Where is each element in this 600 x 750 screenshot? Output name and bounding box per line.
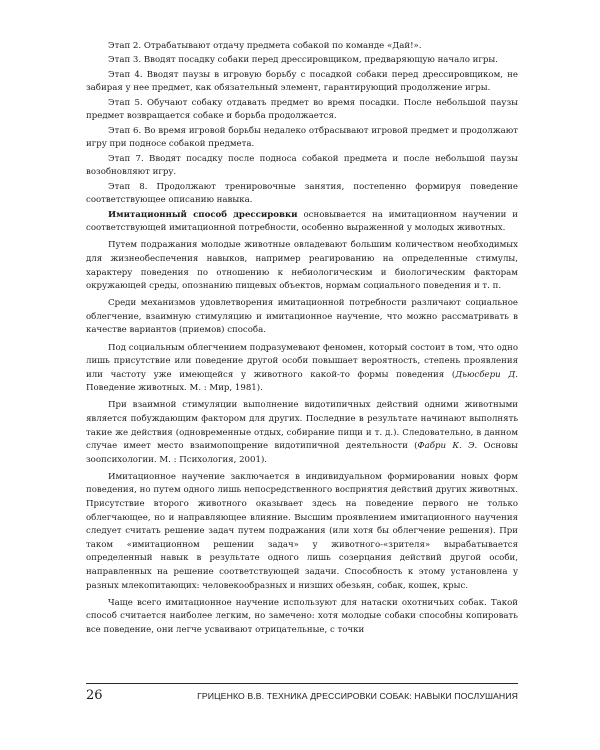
citation-fabri: Основы зоопсихологии. М. : Психология, 2001). (86, 441, 518, 465)
stage-7-paragraph: Этап 7. Вводят посадку после подноса собакой предмета и после небольшой паузы возобновляют игру. (86, 153, 518, 178)
page-number: 26 (86, 688, 103, 703)
body-text (86, 40, 518, 638)
stage-6-paragraph: Этап 6. Во время игровой борьбы недалеко отбрасывают игровой предмет и продолжают игру при подносе собакой предмета. (86, 125, 518, 150)
citation-dewsbury: Поведение животных. М. : Мир, 1981). (86, 383, 263, 394)
social-facilitation-text: Под социальным облегчением подразумевают феномен, который состоит в том, что одно лишь присутствие или поведение другой особи повышает вероятность, степень проявления или частоту уже имеющейся у животного какой-то формы поведения ( (86, 342, 518, 380)
stage-2-paragraph: Этап 2. Отрабатывают отдачу предмета собакой по команде «Дай!». (108, 41, 422, 51)
running-title: ГРИЦЕНКО В.В. ТЕХНИКА ДРЕССИРОВКИ СОБАК: НАВЫКИ ПОСЛУШАНИЯ (197, 691, 518, 701)
mechanisms-paragraph: Среди механизмов удовлетворения имитационной потребности различают социальное облегчение, взаимную стимуляцию и имитационное научение, что можно рассматривать в качестве вариантов (приемов) способа. (86, 298, 518, 336)
imitation-learning-paragraph: Путем подражания молодые животные овладевают большим количеством необходимых для жизнеобеспечения навыков, например реагированию на определенные стимулы, характеру поведения по отношению к небиологическим и биологическим факторам окружающей среды, опознанию пищевых объектов, нормам социального поведения и т. п. (86, 240, 518, 292)
imitation-method-text: основывается на имитационном научении и соответствующей имитационной потребности, особенно выраженной у молодых животных. (86, 209, 518, 234)
stage-8-paragraph: Этап 8. Продолжают тренировочные занятия, постепенно формируя поведение соответствующее описанию навыка. (86, 181, 518, 206)
stage-5-paragraph: Этап 5. Обучают собаку отдавать предмет во время посадки. После небольшой паузы предмет возвращается собаке и борьба продолжается. (86, 97, 518, 122)
imitation-learning-definition-paragraph: Имитационное научение заключается в индивидуальном формировании новых форм поведения, но путем одного лишь непосредственного восприятия действий других животных. Присутствие второго животного оказывает здесь на поведение первого не только облегчающее, но и направляющее влияние. Высшим проявлением имитационного научения следует считать решение задач путем подражания (или хотя бы облегчение решения). При таком «имитационном решении задач» у животного-«зрителя» вырабатывается определенный навык в результате одного лишь созерцания действий другой особи, направленных на решение соответствующей задачи. Способность к этому установлена у разных млекопитающих: человекообразных и низших обезьян, собак, кошек, крыс. (86, 471, 518, 591)
mutual-stimulation-text: При взаимной стимуляции выполнение видотипичных действий одними животными является побуждающим фактором для других. Последние в результате начинают выполнять такие же действия (одновременные отдых, собирание пищи и т. д.). Следовательно, в данном случае имеет место взаимопощрение видотипичной деятельности ( (86, 400, 518, 452)
citation-author-dewsbury: Дьюсбери Д. (455, 369, 518, 380)
imitation-method-paragraph (86, 209, 518, 236)
footer-divider (86, 683, 518, 684)
stage-4-paragraph: Этап 4. Вводят паузы в игровую борьбу с посадкой собаки перед дрессировщиком, не забирая у нее предмет, как обязательный элемент, гарантирующий продолжение игры. (86, 69, 518, 94)
hunting-dogs-paragraph: Чаще всего имитационное научение используют для натаски охотничьих собак. Такой способ считается наиболее легким, но замечено: хотя молодые собаки способны копировать все поведение, они легче усваивают отрицательные, с точки (86, 597, 518, 635)
mutual-stimulation-paragraph (86, 399, 518, 467)
stage-3-paragraph: Этап 3. Вводят посадку собаки перед дрессировщиком, предваряющую начало игры. (108, 55, 498, 66)
imitation-method-term: Имитационный способ дрессировки (108, 209, 298, 220)
citation-author-fabri: Фабри К. Э. (417, 441, 478, 452)
social-facilitation-paragraph (86, 342, 518, 396)
